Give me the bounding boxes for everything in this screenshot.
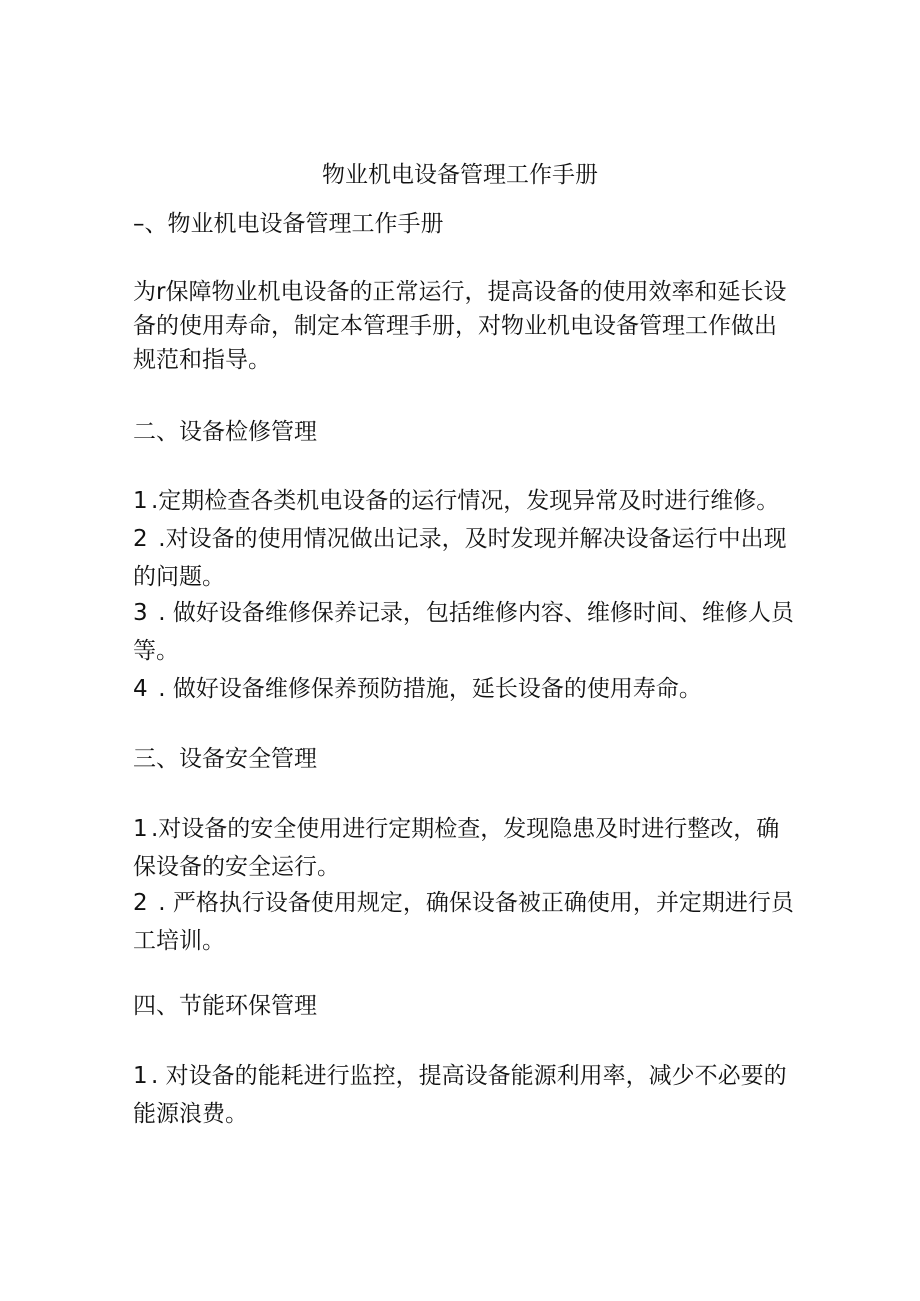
list-item	[133, 884, 798, 960]
list-item-text: . 做好设备维修保养预防措施，延长设备的使用寿命。	[151, 676, 702, 702]
list-item	[133, 810, 798, 886]
list-item-number: 1	[133, 1063, 148, 1089]
section-heading-2: 二、设备检修管理	[133, 419, 317, 445]
list-item	[133, 594, 798, 670]
section-heading-3: 三、设备安全管理	[133, 746, 317, 772]
list-item-text: .定期检查各类机电设备的运行情况，发现异常及时进行维修。	[151, 488, 780, 514]
list-item-number: 3	[133, 600, 148, 626]
list-item-number: 2	[133, 526, 148, 552]
list-item-number: 4	[133, 676, 148, 702]
list-item-text: . 对设备的能耗进行监控，提高设备能源利用率，减少不必要的能源浪费。	[133, 1063, 787, 1127]
document-title: 物业机电设备管理工作手册	[322, 162, 598, 188]
list-item	[133, 1057, 798, 1133]
list-item-text: .对设备的使用情况做出记录，及时发现并解决设备运行中出现的问题。	[133, 526, 787, 590]
list-item	[133, 520, 798, 596]
list-item-text: . 做好设备维修保养记录，包括维修内容、维修时间、维修人员等。	[133, 600, 794, 664]
list-item	[133, 670, 798, 708]
section-heading-4: 四、节能环保管理	[133, 993, 317, 1019]
list-item-number: 2	[133, 890, 148, 916]
list-item-number: 1	[133, 816, 148, 842]
list-item-text: .对设备的安全使用进行定期检查，发现隐患及时进行整改，确保设备的安全运行。	[133, 816, 780, 880]
section-heading-1: –、物业机电设备管理工作手册	[133, 211, 444, 237]
list-item	[133, 482, 798, 520]
list-item-number: 1	[133, 488, 148, 514]
intro-paragraph: 为r保障物业机电设备的正常运行，提高设备的使用效率和延长设备的使用寿命，制定本管理手册，对物业机电设备管理工作做出规范和指导。	[133, 279, 787, 373]
list-item-text: . 严格执行设备使用规定，确保设备被正确使用，并定期进行员工培训。	[133, 890, 794, 954]
